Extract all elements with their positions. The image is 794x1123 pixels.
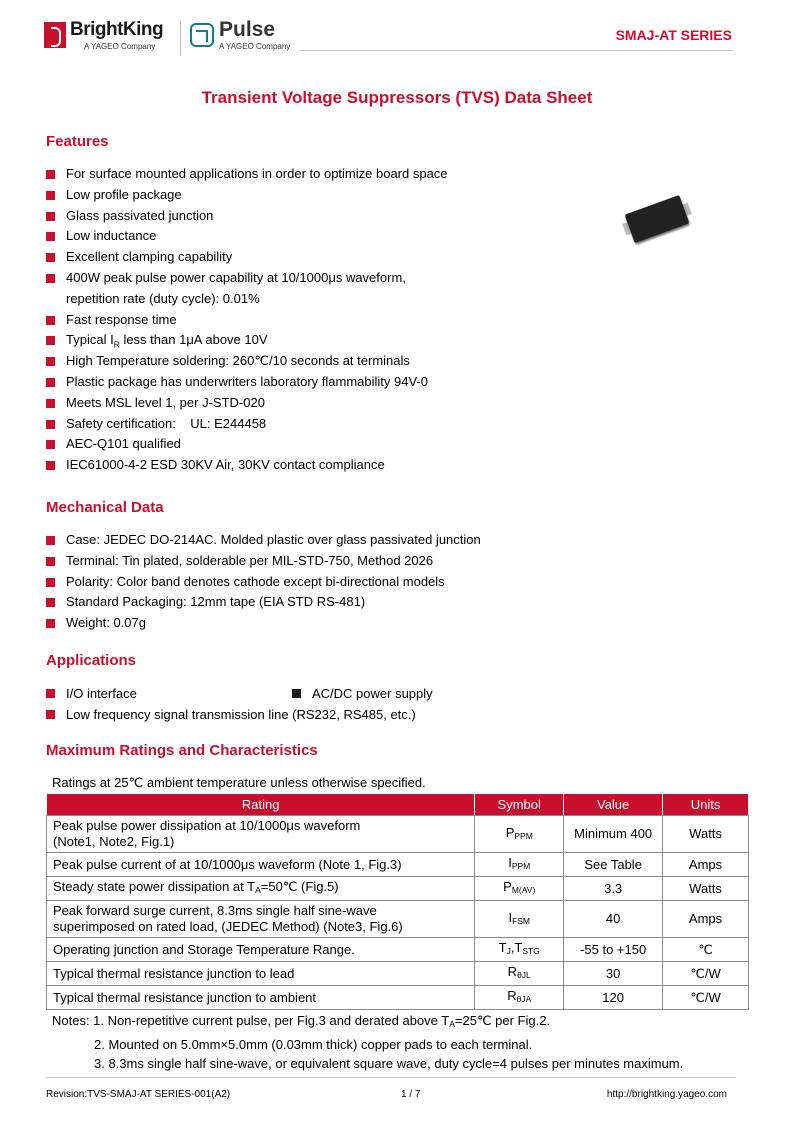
pulse-name: Pulse bbox=[219, 18, 276, 41]
list-item: AEC-Q101 qualified bbox=[46, 434, 448, 455]
list-item: I/O interface AC/DC power supply bbox=[46, 683, 746, 704]
column-header-units: Units bbox=[663, 794, 749, 816]
list-item: Low frequency signal transmission line (RS232, RS485, etc.) bbox=[46, 704, 746, 725]
list-item: Excellent clamping capability bbox=[46, 247, 448, 268]
list-item: Typical $I_R$ less than 1μA above 10V bbox=[46, 330, 448, 351]
bullet-icon bbox=[46, 232, 55, 241]
table-row: Typical thermal resistance junction to lead $R_{\theta JL}$ 30 ℃/W bbox=[47, 962, 749, 986]
bullet-icon bbox=[46, 536, 55, 545]
series-label: SMAJ-AT SERIES bbox=[615, 27, 732, 43]
table-row: Peak forward surge current, 8.3ms single half sine-wave superimposed on rated load, (JEDEC Method) (Note3, Fig.6) $I_{FSM}$ 40 Amps bbox=[47, 901, 749, 938]
list-item: Case: JEDEC DO-214AC. Molded plastic over glass passivated junction bbox=[46, 530, 481, 551]
table-row: Steady state power dissipation at $T_A=50℃$ (Fig.5) $P_{M(AV)}$ 3.3 Watts bbox=[47, 877, 749, 901]
notes bbox=[52, 1011, 683, 1074]
bullet-icon bbox=[46, 619, 55, 628]
pulse-sub: A YAGEO Company bbox=[219, 42, 291, 51]
mechanical-list bbox=[46, 530, 481, 634]
bullet-icon bbox=[46, 316, 55, 325]
list-item: Polarity: Color band denotes cathode except bi-directional models bbox=[46, 572, 481, 593]
ratings-table bbox=[46, 793, 749, 1010]
list-item: Terminal: Tin plated, solderable per MIL-STD-750, Method 2026 bbox=[46, 551, 481, 572]
bullet-icon bbox=[46, 420, 55, 429]
bullet-icon bbox=[46, 170, 55, 179]
list-item: Standard Packaging: 12mm tape (EIA STD RS-481) bbox=[46, 592, 481, 613]
list-item: Low inductance bbox=[46, 226, 448, 247]
bullet-icon bbox=[46, 274, 55, 283]
list-item: For surface mounted applications in order to optimize board space bbox=[46, 164, 448, 185]
brightking-name: BrightKing bbox=[70, 19, 164, 40]
table-row: Peak pulse power dissipation at 10/1000μs waveform (Note1, Note2, Fig.1) $P_{PPM}$ Minimum 400 Watts bbox=[47, 816, 749, 853]
list-item: Meets MSL level 1, per J-STD-020 bbox=[46, 393, 448, 414]
bullet-icon bbox=[46, 212, 55, 221]
list-item-continuation: repetition rate (duty cycle): 0.01% bbox=[66, 290, 260, 306]
bullet-icon bbox=[46, 710, 55, 719]
logo-divider bbox=[180, 22, 181, 56]
list-item: High Temperature soldering: 260℃/10 seconds at terminals bbox=[46, 351, 448, 372]
brightking-sub: A YAGEO Company bbox=[84, 42, 156, 51]
bullet-icon bbox=[46, 378, 55, 387]
footer-url[interactable]: http://brightking.yageo.com bbox=[606, 1089, 727, 1100]
list-item: Plastic package has underwriters laboratory flammability 94V-0 bbox=[46, 372, 448, 393]
pulse-logo-icon bbox=[190, 23, 214, 47]
list-item: Glass passivated junction bbox=[46, 206, 448, 227]
column-header-value: Value bbox=[564, 794, 663, 816]
component-body bbox=[625, 195, 690, 243]
features-heading: Features bbox=[46, 133, 109, 150]
table-row: Operating junction and Storage Temperature Range. $T_J,T_{STG}$ -55 to +150 ℃ bbox=[47, 938, 749, 962]
ratings-intro: Ratings at 25℃ ambient temperature unless otherwise specified. bbox=[52, 775, 426, 790]
list-item: 400W peak pulse power capability at 10/1000μs waveform, bbox=[46, 268, 448, 289]
list-item: Low profile package bbox=[46, 185, 448, 206]
mechanical-heading: Mechanical Data bbox=[46, 499, 164, 516]
list-item: IEC61000-4-2 ESD 30KV Air, 30KV contact compliance bbox=[46, 455, 448, 476]
bullet-icon bbox=[292, 689, 301, 698]
footer-page-number: 1 / 7 bbox=[401, 1089, 421, 1100]
bullet-icon bbox=[46, 336, 55, 345]
footer-revision: Revision:TVS-SMAJ-AT SERIES-001(A2) bbox=[46, 1089, 231, 1100]
applications-list bbox=[46, 683, 746, 725]
column-header-symbol: Symbol bbox=[475, 794, 564, 816]
note-1: Notes: 1. Non-repetitive current pulse, per Fig.3 and derated above $T_A=25℃$ per Fig.2. bbox=[52, 1013, 551, 1029]
bullet-icon bbox=[46, 399, 55, 408]
ratings-heading: Maximum Ratings and Characteristics bbox=[46, 742, 318, 759]
bullet-icon bbox=[46, 461, 55, 470]
page-title: Transient Voltage Suppressors (TVS) Data Sheet bbox=[201, 88, 593, 107]
note-3: 3. 8.3ms single half sine-wave, or equivalent square wave, duty cycle=4 pulses per minutes maximum. bbox=[94, 1056, 684, 1071]
bullet-icon bbox=[46, 191, 55, 200]
table-row: Typical thermal resistance junction to ambient $R_{\theta JA}$ 120 ℃/W bbox=[47, 986, 749, 1010]
note-2: 2. Mounted on 5.0mm×5.0mm (0.03mm thick) copper pads to each terminal. bbox=[94, 1036, 533, 1052]
bullet-icon bbox=[46, 557, 55, 566]
features-list bbox=[46, 164, 448, 476]
table-row: Peak pulse current of at 10/1000μs waveform (Note 1, Fig.3) $I_{PPM}$ See Table Amps bbox=[47, 853, 749, 877]
list-item: Safety certification: UL: E244458 bbox=[46, 414, 448, 435]
list-item: Weight: 0.07g bbox=[46, 613, 481, 634]
column-header-rating: Rating bbox=[47, 794, 475, 816]
brightking-logo-icon bbox=[44, 22, 66, 48]
page-header bbox=[0, 0, 794, 60]
bullet-icon bbox=[46, 598, 55, 607]
component-image bbox=[622, 200, 692, 244]
bullet-icon bbox=[46, 578, 55, 587]
bullet-icon bbox=[46, 357, 55, 366]
header-divider bbox=[300, 50, 734, 51]
footer-divider bbox=[46, 1077, 736, 1078]
bullet-icon bbox=[46, 253, 55, 262]
bullet-icon bbox=[46, 440, 55, 449]
table-header-row bbox=[47, 794, 749, 816]
bullet-icon bbox=[46, 689, 55, 698]
list-item: Fast response time bbox=[46, 310, 448, 331]
applications-heading: Applications bbox=[46, 652, 137, 669]
